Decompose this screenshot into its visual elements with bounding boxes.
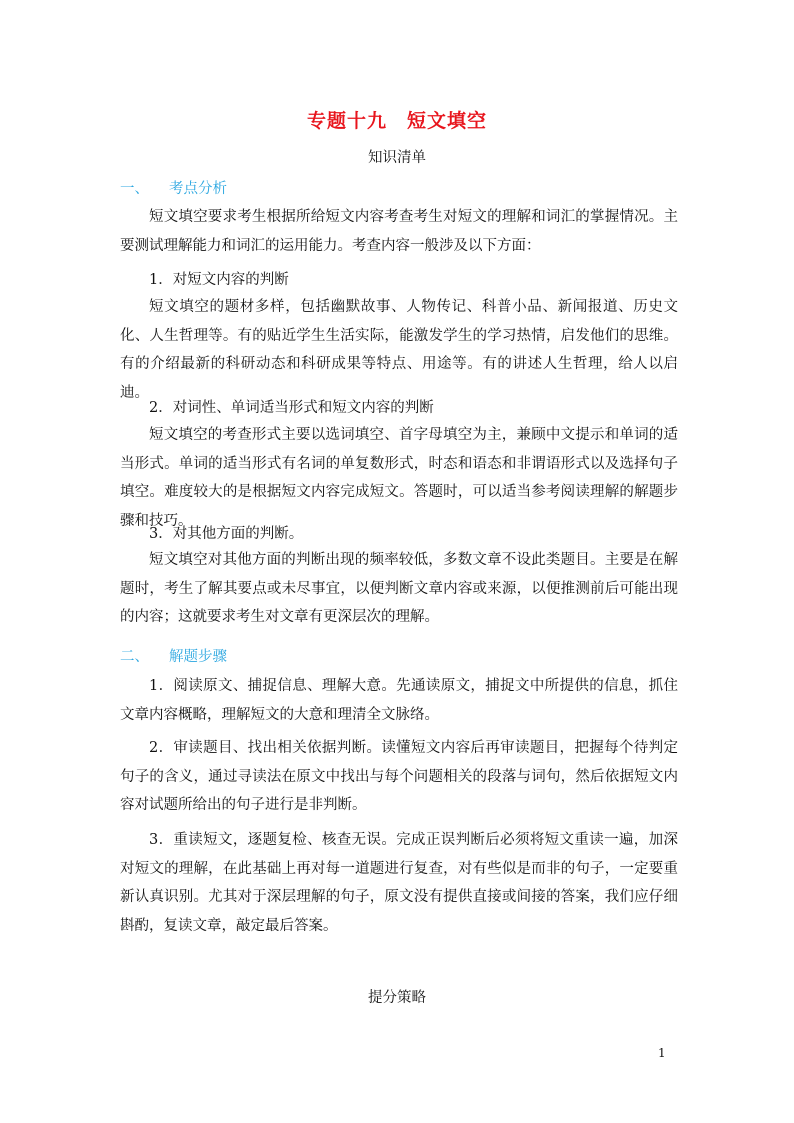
point-1-title: 1．对短文内容的判断	[149, 272, 289, 288]
section-1-title: 考点分析	[169, 181, 227, 197]
point-2-title: 2．对词性、单词适当形式和短文内容的判断	[149, 400, 434, 416]
section-1-heading	[120, 177, 227, 198]
point-3-title: 3．对其他方面的判断。	[149, 526, 304, 542]
section-1-number: 一、	[120, 181, 149, 197]
knowledge-heading: 知识清单	[368, 150, 426, 166]
page-number: 1	[658, 1046, 666, 1060]
step-2: 2．审读题目、找出相关依据判断。读懂短文内容后再审读题目，把握每个待判定句子的含义，通过寻读法在原文中找出与每个问题相关的段落与词句，然后依据短文内容对试题所给出的句子进行是非判断。	[120, 740, 678, 813]
point-2-body: 短文填空的考查形式主要以选词填空、首字母填空为主，兼顾中文提示和单词的适当形式。单词的适当形式有名词的单复数形式，时态和语态和非谓语形式以及选择句子填空。难度较大的是根据短文内容完成短文。答题时，可以适当参考阅读理解的解题步骤和技巧。	[120, 427, 678, 529]
step-1: 1．阅读原文、捕捉信息、理解大意。先通读原文，捕捉文中所提供的信息，抓住文章内容概略，理解短文的大意和理清全文脉络。	[120, 678, 678, 723]
section-2-heading	[120, 645, 227, 666]
document-title: 专题十九 短文填空	[306, 110, 487, 132]
point-1-body: 短文填空的题材多样，包括幽默故事、人物传记、科普小品、新闻报道、历史文化、人生哲理等。有的贴近学生生活实际，能激发学生的学习热情，启发他们的思维。有的介绍最新的科研动态和科研成果等特点、用途等。有的讲述人生哲理，给人以启迪。	[120, 299, 678, 401]
step-3: 3．重读短文，逐题复检、核查无误。完成正误判断后必须将短文重读一遍，加深对短文的理解，在此基础上再对每一道题进行复查，对有些似是而非的句子，一定要重新认真识别。尤其对于深层理解的句子，原文没有提供直接或间接的答案，我们应仔细斟酌，复读文章，敲定最后答案。	[120, 832, 678, 934]
section-2-number: 二、	[120, 649, 149, 665]
strategy-heading: 提分策略	[368, 990, 426, 1006]
point-3-body: 短文填空对其他方面的判断出现的频率较低，多数文章不设此类题目。主要是在解题时，考生了解其要点或未尽事宜，以便判断文章内容或来源，以便推测前后可能出现的内容；这就要求考生对文章有更深层次的理解。	[120, 552, 678, 625]
section-1-intro: 短文填空要求考生根据所给短文内容考查考生对短文的理解和词汇的掌握情况。主要测试理解能力和词汇的运用能力。考查内容一般涉及以下方面：	[120, 209, 678, 254]
section-2-title: 解题步骤	[169, 649, 227, 665]
